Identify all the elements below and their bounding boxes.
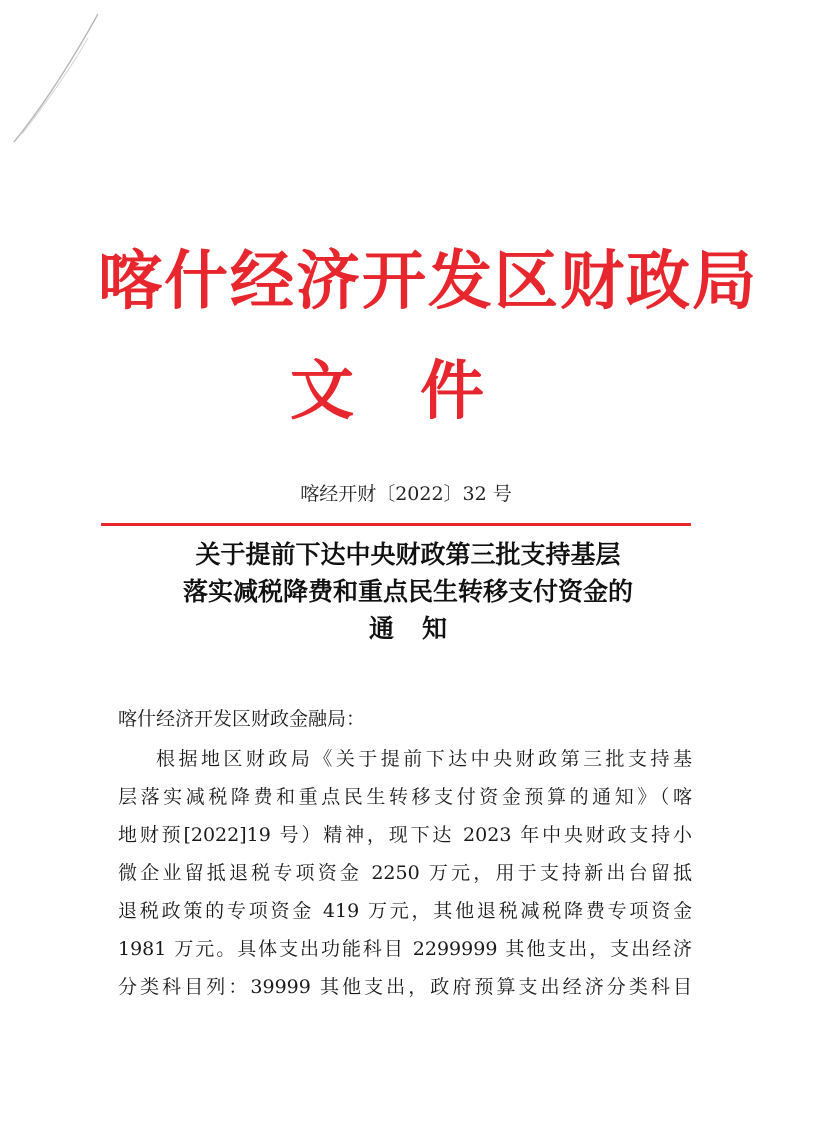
- red-divider-line: [101, 523, 691, 526]
- body-line: 分类科目列：39999 其他支出，政府预算支出经济分类科目: [118, 976, 692, 998]
- body-line: 微企业留抵退税专项资金 2250 万元，用于支持新出台留抵: [118, 862, 692, 884]
- issuer-header: 喀什经济开发区财政局: [98, 245, 758, 319]
- body-paragraph: [118, 740, 692, 1006]
- recipient-line: 喀什经济开发区财政金融局：: [118, 708, 366, 730]
- body-line: 1981 万元。具体支出功能科目 2299999 其他支出，支出经济: [118, 938, 692, 960]
- body-line: 根据地区财政局《关于提前下达中央财政第三批支持基: [156, 748, 692, 770]
- scan-artifact-mark: [8, 10, 108, 150]
- title-line-1: 关于提前下达中央财政第三批支持基层: [195, 540, 621, 569]
- document-number: 喀经开财〔2022〕32 号: [300, 483, 512, 505]
- doc-type-header: 文件: [290, 355, 550, 429]
- body-line: 地财预[2022]19 号）精神，现下达 2023 年中央财政支持小: [118, 824, 692, 846]
- title-line-3: 通知: [368, 614, 475, 643]
- title-line-2: 落实减税降费和重点民生转移支付资金的: [182, 577, 633, 606]
- body-line: 退税政策的专项资金 419 万元，其他退税减税降费专项资金: [118, 900, 692, 922]
- document-title: [100, 536, 716, 647]
- body-line: 层落实减税降费和重点民生转移支付资金预算的通知》（喀: [118, 786, 692, 808]
